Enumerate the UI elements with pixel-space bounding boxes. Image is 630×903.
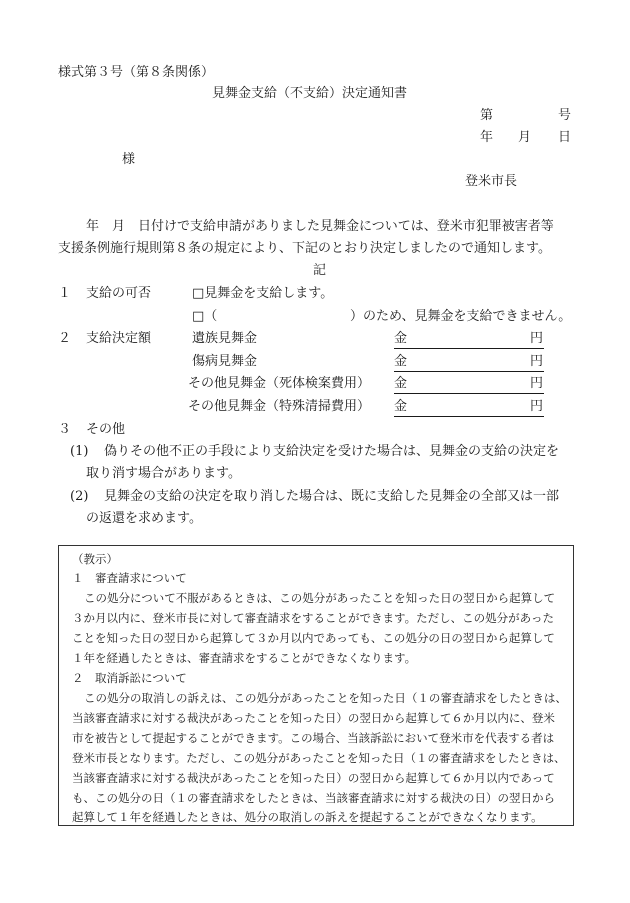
amount-kin: 金 <box>394 331 408 346</box>
number-prefix: 第 <box>480 108 494 123</box>
amount-item-label: 遺族見舞金 <box>192 331 258 346</box>
date-month: 月 <box>518 130 532 145</box>
notice-line: ことを知った日の翌日から起算して３か月以内であっても、この処分の日の翌日から起算して <box>72 631 555 645</box>
ki-heading: 記 <box>313 263 327 278</box>
notice-line: 市を被告として提起することができます。この場合、当該訴訟において登米市を代表する者は <box>72 731 555 745</box>
amount-en: 円 <box>530 376 544 391</box>
section-3-number: ３ <box>58 422 72 437</box>
notice-line: この処分について不服があるときは、この処分があったことを知った日の翌日から起算して <box>84 591 556 605</box>
notice-line: 起算して１年を経過したときは、処分の取消しの訴えを提起することができなくなります。 <box>72 810 543 824</box>
notice-line: 当該審査請求に対する裁決があったことを知った日）の翌日から起算して６か月以内に、登米 <box>72 711 555 725</box>
notice-line: も、この処分の日（１の審査請求をしたときは、当該審査請求に対する裁決の日）の翌日から <box>72 791 555 805</box>
item-2-line-1: 見舞金の支給の決定を取り消した場合は、既に支給した見舞金の全部又は一部 <box>104 489 560 504</box>
amount-en: 円 <box>530 331 544 346</box>
recipient-suffix: 様 <box>122 152 136 167</box>
notice-line: １年を経過したときは、審査請求をすることができなくなります。 <box>72 651 417 665</box>
amount-item-label: その他見舞金（特殊清掃費用） <box>188 399 371 414</box>
item-1-line-1: 偽りその他不正の手段により支給決定を受けた場合は、見舞金の支給の決定を <box>104 444 560 459</box>
item-1-line-2: 取り消す場合があります。 <box>86 466 241 481</box>
option-no-pay-open: □（ <box>192 309 218 324</box>
notice-section-2-heading: ２ 取消訴訟について <box>72 671 187 685</box>
intro-line-1: 年 月 日付けで支給申請がありました見舞金については、登米市犯罪被害者等 <box>86 219 554 234</box>
notice-line: ３か月以内に、登米市長に対して審査請求をすることができます。ただし、この処分があった <box>72 611 554 625</box>
option-pay: □見舞金を支給します。 <box>192 286 334 301</box>
document-title: 見舞金支給（不支給）決定通知書 <box>212 86 408 101</box>
amount-underline <box>394 416 544 417</box>
date-year: 年 <box>480 130 494 145</box>
intro-line-2: 支援条例施行規則第８条の規定により、下記のとおり決定しましたので通知します。 <box>58 241 551 256</box>
item-2-number: (2) <box>70 489 89 504</box>
amount-item-label: その他見舞金（死体検案費用） <box>188 376 371 391</box>
notice-section-1-heading: １ 審査請求について <box>72 571 187 585</box>
section-2-number: ２ <box>58 331 72 346</box>
amount-en: 円 <box>530 399 544 414</box>
notice-line: この処分の取消しの訴えは、この処分があったことを知った日（１の審査請求をしたときは、 <box>84 691 567 705</box>
section-2-label: 支給決定額 <box>86 331 152 346</box>
notice-line: 当該審査請求に対する裁決があったことを知った日）の翌日から起算して６か月以内であって <box>72 771 555 785</box>
amount-item-label: 傷病見舞金 <box>192 354 258 369</box>
amount-en: 円 <box>530 354 544 369</box>
date-day: 日 <box>558 130 572 145</box>
amount-underline <box>394 393 544 394</box>
amount-kin: 金 <box>394 399 408 414</box>
issuer: 登米市長 <box>465 174 518 189</box>
amount-underline <box>394 348 544 349</box>
option-no-pay-close: ）のため、見舞金を支給できません。 <box>350 309 572 324</box>
section-3-label: その他 <box>86 422 126 437</box>
notice-line: 登米市長となります。ただし、この処分があったことを知った日（１の審査請求をしたときは、 <box>72 751 566 765</box>
section-1-number: １ <box>58 286 72 301</box>
number-suffix: 号 <box>558 108 572 123</box>
form-number: 様式第３号（第８条関係） <box>58 65 215 80</box>
amount-kin: 金 <box>394 376 408 391</box>
section-1-label: 支給の可否 <box>86 286 152 301</box>
item-2-line-2: の返還を求めます。 <box>86 511 202 526</box>
item-1-number: (1) <box>70 444 89 459</box>
amount-underline <box>394 371 544 372</box>
notice-title: （教示） <box>72 552 118 566</box>
amount-kin: 金 <box>394 354 408 369</box>
